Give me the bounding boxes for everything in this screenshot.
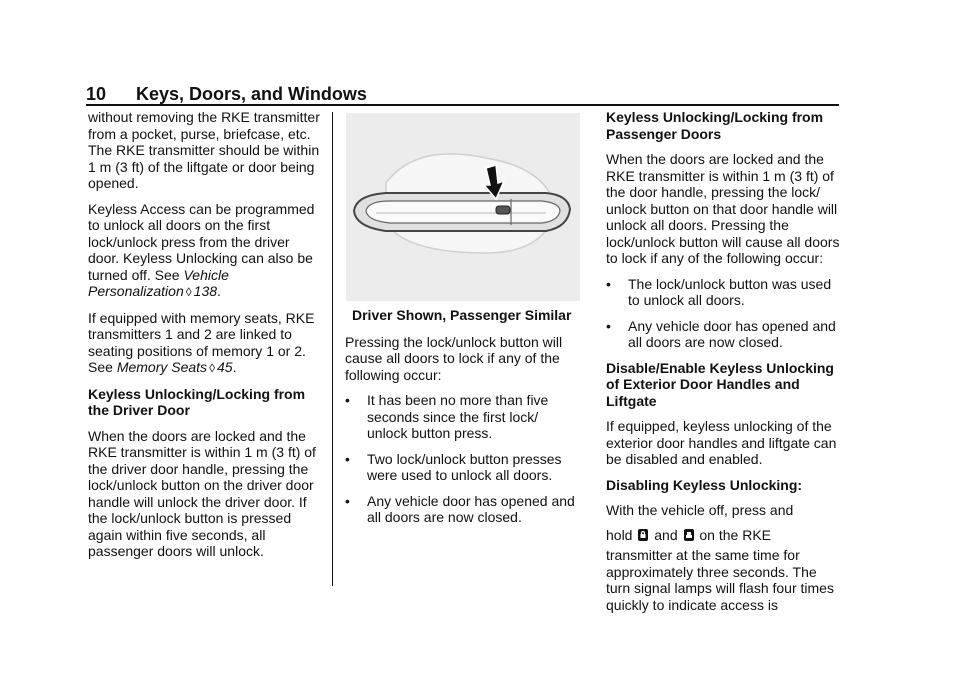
column-divider (332, 112, 333, 586)
bullet-mark: • (345, 492, 350, 509)
cross-reference-link[interactable]: Vehicle Personalization (88, 266, 229, 299)
paragraph: If equipped, keyless unlocking of the exterior door handles and liftgate can be disabled and enabled. (606, 418, 837, 467)
column-1 (88, 109, 324, 569)
section-title: Keys, Doors, and Windows (136, 84, 367, 104)
page-ref-number[interactable]: 138 (193, 283, 218, 299)
paragraph: Pressing the lock/unlock button will cause all doors to lock if any of the following occur: (345, 333, 563, 383)
paragraph: without removing the RKE transmitter from a pocket, purse, briefcase, etc. The RKE transmitter should be within 1 m (3 ft) of the liftgate or door being opened. (88, 109, 320, 191)
page-number: 10 (86, 84, 107, 104)
list-item: • The lock/unlock button was used to unlock all doors. (606, 275, 832, 308)
column-3 (606, 109, 842, 622)
page-ref-icon: ◊ (185, 285, 192, 299)
paragraph: Keyless Access can be programmed to unlock all doors on the first lock/unlock press from the driver door. Keyless Unlocking can also be turned off. See Vehicle Personalization ◊ 138. (88, 200, 315, 299)
page-ref-icon: ◊ (209, 361, 215, 375)
paragraph: If equipped with memory seats, RKE transmitters 1 and 2 are linked to seating positions of memory 1 or 2. See Memory Seats ◊ 45. (88, 309, 315, 375)
header-rule (86, 104, 839, 106)
paragraph: When the doors are locked and the RKE transmitter is within 1 m (3 ft) of the door handle, pressing the lock/ unlock button on that door handle will unlock all doors. Pressing the lock/unlock button will cause all doors to lock if any of the following occur: (606, 151, 840, 266)
subheading: Disable/Enable Keyless Unlocking of Exterior Door Handles and Liftgate (606, 359, 834, 409)
door-handle-figure (346, 113, 580, 301)
paragraph: With the vehicle off, press and hold and on the RKE transmitter at the same time for approximately three seconds. The turn signal lamps will flash four times quickly to indicate access is (606, 502, 834, 613)
cross-reference-link[interactable]: Memory Seats (116, 359, 208, 375)
page-ref-number[interactable]: 45 (217, 359, 233, 375)
page-header (86, 84, 838, 106)
bullet-mark: • (606, 317, 611, 334)
door-handle-illustration (346, 113, 580, 301)
lock-unlock-button (496, 206, 510, 214)
bullet-mark: • (345, 450, 350, 467)
figure-caption: Driver Shown, Passenger Similar (352, 307, 572, 323)
bullet-mark: • (606, 275, 611, 292)
column-2 (345, 109, 581, 535)
list-item: • Any vehicle door has opened and all doors are now closed. (606, 317, 836, 350)
subheading: Keyless Unlocking/Locking from the Driver Door (88, 385, 306, 418)
lock-button-icon (637, 528, 649, 542)
subheading: Keyless Unlocking/Locking from Passenger Doors (606, 109, 824, 142)
bullet-mark: • (345, 392, 350, 408)
list-item: • Two lock/unlock button presses were used to unlock all doors. (345, 450, 562, 483)
list-item: • Any vehicle door has opened and all doors are now closed. (345, 492, 575, 525)
paragraph: When the doors are locked and the RKE transmitter is within 1 m (3 ft) of the driver door handle, pressing the lock/unlock button on the driver door handle will unlock the driver door. If the lock/unlock button is pressed again within five seconds, all passenger doors will unlock. (88, 427, 316, 559)
list-item: • It has been no more than five seconds since the first lock/ unlock button press. (345, 392, 549, 441)
subheading: Disabling Keyless Unlocking: (606, 476, 803, 493)
unlock-button-icon (683, 528, 695, 542)
